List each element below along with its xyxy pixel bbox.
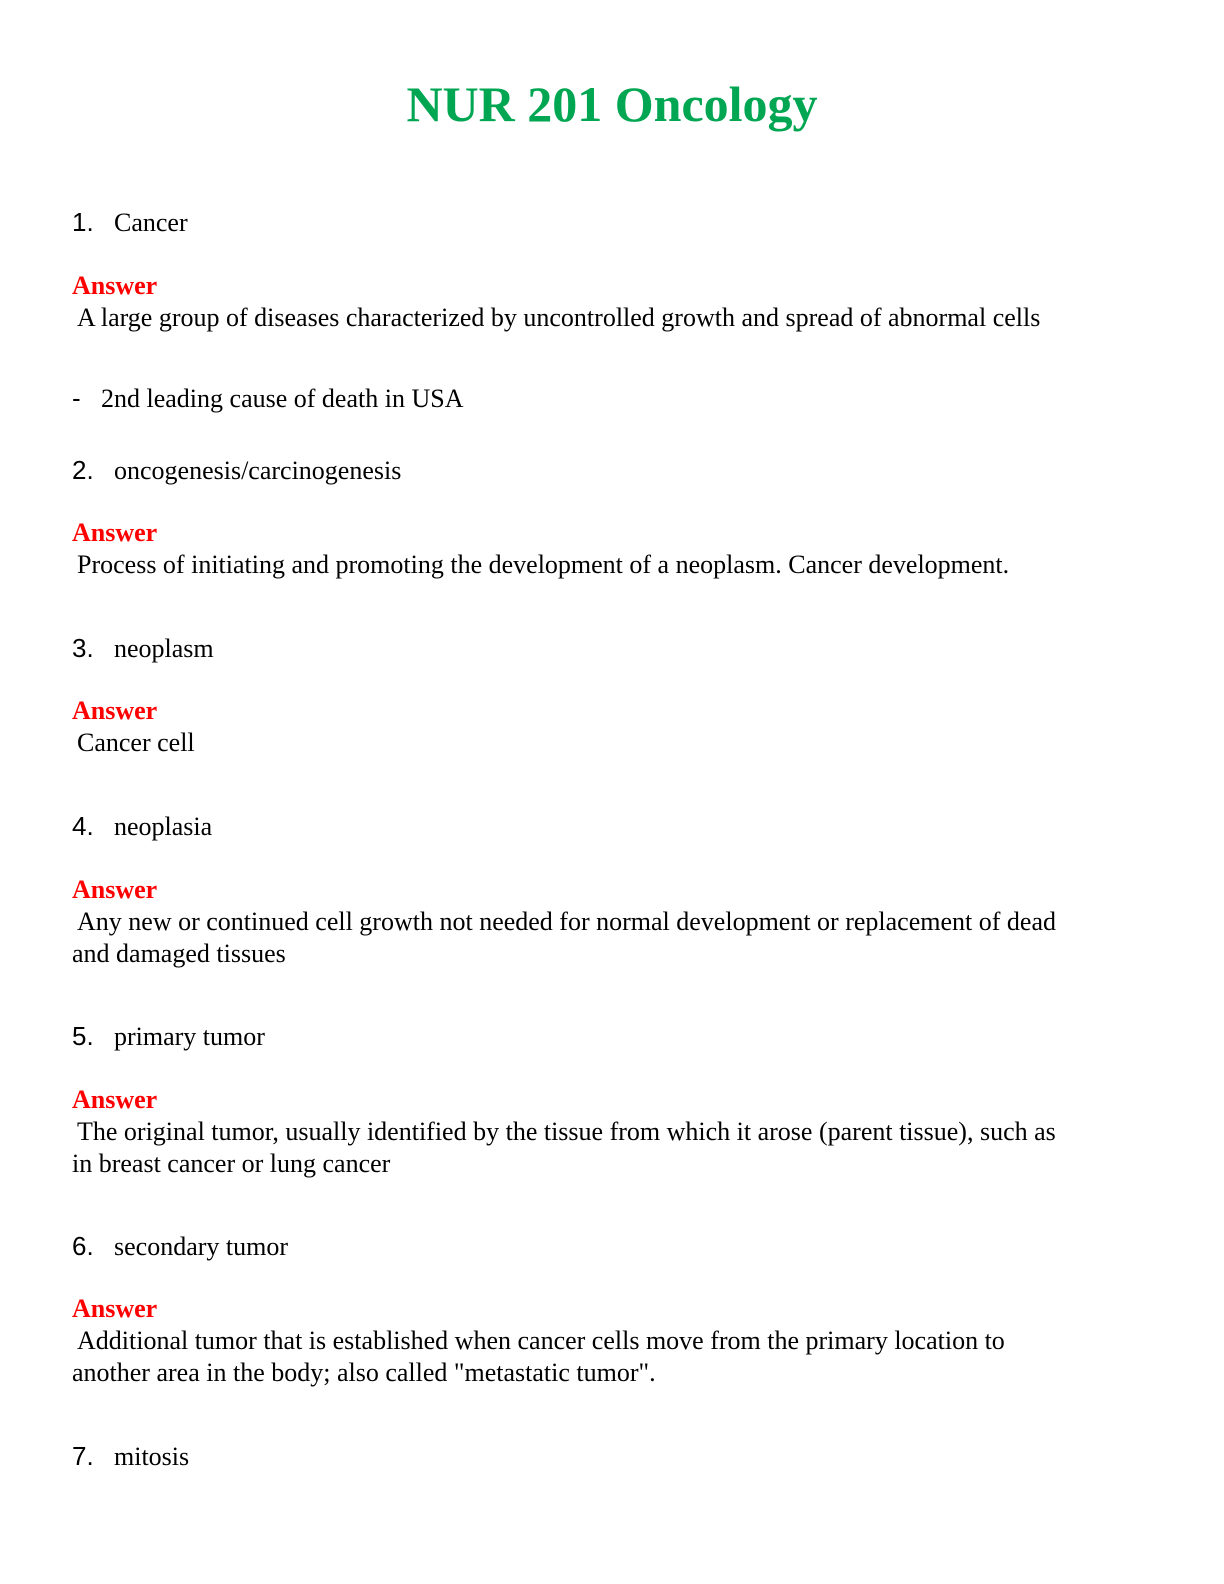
note-text: 2nd leading cause of death in USA <box>101 384 464 413</box>
answer-line: another area in the body; also called "metastatic tumor". <box>72 1358 656 1387</box>
answer-line: Process of initiating and promoting the development of a neoplasm. Cancer development. <box>77 550 1010 579</box>
answer-label: Answer <box>72 271 158 300</box>
question-number: 1. <box>72 207 94 237</box>
question-1 <box>72 206 188 239</box>
answer-text <box>72 1325 1152 1389</box>
answer-label: Answer <box>72 518 158 547</box>
answer-line: Any new or continued cell growth not needed for normal development or replacement of dead <box>77 907 1056 936</box>
question-number: 5. <box>72 1021 94 1051</box>
question-term: neoplasm <box>114 634 214 663</box>
question-number: 2. <box>72 455 94 485</box>
answer-line: and damaged tissues <box>72 939 286 968</box>
question-term: oncogenesis/carcinogenesis <box>114 456 402 485</box>
answer-label: Answer <box>72 1294 158 1323</box>
question-5 <box>72 1020 265 1053</box>
question-term: neoplasia <box>114 812 213 841</box>
answer-line: Additional tumor that is established when cancer cells move from the primary location to <box>77 1326 1005 1355</box>
answer-label: Answer <box>72 696 158 725</box>
question-term: secondary tumor <box>114 1232 289 1261</box>
question-number: 7. <box>72 1441 94 1471</box>
answer-line: Cancer cell <box>77 728 195 757</box>
page-title: NUR 201 Oncology <box>406 76 818 132</box>
question-2 <box>72 454 401 487</box>
answer-text <box>72 1116 1152 1180</box>
question-term: Cancer <box>114 208 188 237</box>
question-7 <box>72 1440 189 1473</box>
dash-marker: - <box>72 383 81 413</box>
answer-text <box>72 906 1152 970</box>
question-6 <box>72 1230 288 1263</box>
answer-line: in breast cancer or lung cancer <box>72 1149 391 1178</box>
question-number: 3. <box>72 633 94 663</box>
answer-text <box>72 549 1152 581</box>
answer-text <box>72 302 1152 334</box>
question-number: 6. <box>72 1231 94 1261</box>
question-number: 4. <box>72 811 94 841</box>
answer-line: A large group of diseases characterized by uncontrolled growth and spread of abnormal cells <box>77 303 1041 332</box>
question-term: primary tumor <box>114 1022 265 1051</box>
question-3 <box>72 632 214 665</box>
question-term: mitosis <box>114 1442 190 1471</box>
answer-label: Answer <box>72 875 158 904</box>
question-4 <box>72 810 212 843</box>
answer-line: The original tumor, usually identified by the tissue from which it arose (parent tissue), such as <box>77 1117 1056 1146</box>
note-bullet <box>72 382 463 415</box>
answer-text <box>72 727 1152 759</box>
answer-label: Answer <box>72 1085 158 1114</box>
